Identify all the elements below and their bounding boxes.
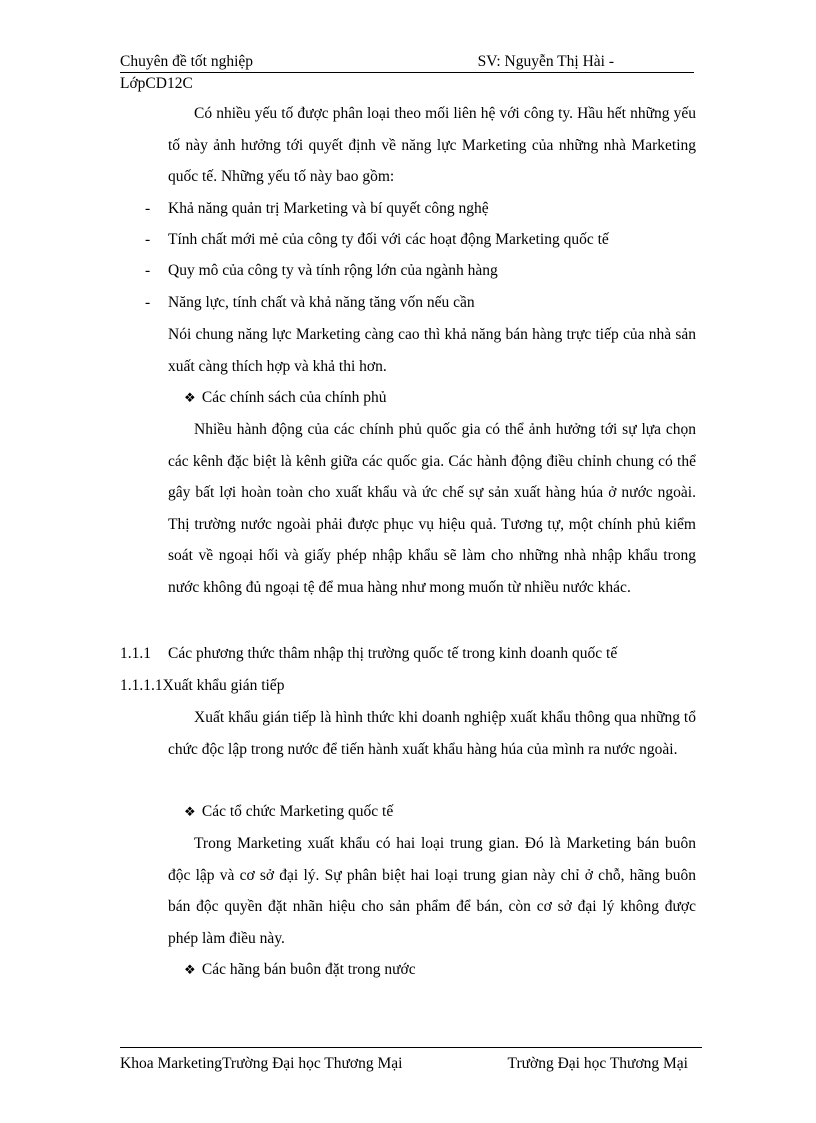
indirect-export-text: Xuất khẩu gián tiếp là hình thức khi doanh nghiệp xuất khẩu thông qua những tổ chức độc lập trong nước để tiến hành xuất khẩu hàng húa của mình ra nước ngoài. bbox=[168, 709, 696, 758]
subheading-text: Các chính sách của chính phủ bbox=[201, 389, 387, 406]
intro-paragraph bbox=[168, 98, 696, 193]
header-class: LớpCD12C bbox=[120, 75, 193, 92]
bullet-dash: - bbox=[145, 231, 151, 248]
diamond-bullet-icon: ❖ bbox=[184, 962, 196, 977]
footer-rule bbox=[120, 1047, 702, 1048]
bullet-item bbox=[0, 229, 816, 251]
subheading-organizations bbox=[184, 801, 393, 823]
subheading-wholesalers bbox=[184, 959, 416, 981]
section-heading-1-1-1 bbox=[120, 643, 700, 665]
intro-text: Có nhiều yếu tố được phân loại theo mối liên hệ với công ty. Hầu hết những yếu tố này ảnh hưởng tới quyết định về năng lực Marketing của những nhà Marketing quốc tế. Những yếu tố này bao gồm: bbox=[168, 105, 696, 185]
footer-left: Khoa MarketingTrường Đại học Thương Mại bbox=[120, 1055, 403, 1072]
page-header bbox=[120, 52, 694, 95]
header-student: SV: Nguyễn Thị Hài - bbox=[477, 53, 614, 70]
bullet-item bbox=[0, 292, 816, 314]
bullet-text: Năng lực, tính chất và khả năng tăng vốn nếu cần bbox=[168, 294, 475, 311]
bullet-item bbox=[0, 198, 816, 220]
government-paragraph bbox=[168, 414, 696, 603]
bullet-text: Tính chất mới mẻ của công ty đối với các hoạt động Marketing quốc tế bbox=[168, 231, 609, 248]
subheading-government bbox=[184, 387, 387, 409]
subheading-text: Các tổ chức Marketing quốc tế bbox=[201, 803, 394, 820]
intermediaries-text: Trong Marketing xuất khẩu có hai loại trung gian. Đó là Marketing bán buôn độc lập và cơ sở đại lý. Sự phân biệt hai loại trung gian này chỉ ở chỗ, hãng buôn bán độc quyền đặt nhãn hiệu cho sản phẩm để bán, còn cơ sở đại lý không được phép làm điều này. bbox=[168, 835, 696, 947]
indirect-export-paragraph bbox=[168, 702, 696, 765]
bullet-text: Khả năng quản trị Marketing và bí quyết công nghệ bbox=[168, 200, 489, 217]
bullet-item bbox=[0, 260, 816, 282]
section-title: Các phương thức thâm nhập thị trường quốc tế trong kinh doanh quốc tế bbox=[168, 645, 618, 662]
diamond-bullet-icon: ❖ bbox=[184, 804, 196, 819]
diamond-bullet-icon: ❖ bbox=[184, 390, 196, 405]
subheading-text: Các hãng bán buôn đặt trong nước bbox=[201, 961, 416, 978]
header-title: Chuyên đề tốt nghiệp bbox=[120, 53, 254, 70]
bullet-dash: - bbox=[145, 200, 151, 217]
summary-paragraph: Nói chung năng lực Marketing càng cao thì khả năng bán hàng trực tiếp của nhà sản xuất càng thích hợp và khả thi hơn. bbox=[168, 326, 696, 375]
intermediaries-paragraph bbox=[168, 828, 696, 954]
bullet-dash: - bbox=[145, 294, 151, 311]
page-footer bbox=[120, 1047, 702, 1076]
bullet-text: Quy mô của công ty và tính rộng lớn của ngành hàng bbox=[168, 262, 498, 279]
footer-right: Trường Đại học Thương Mại bbox=[507, 1055, 688, 1072]
section-heading-1-1-1-1: 1.1.1.1Xuất khẩu gián tiếp bbox=[120, 677, 285, 694]
government-text: Nhiều hành động của các chính phủ quốc gia có thể ảnh hưởng tới sự lựa chọn các kênh đặc biệt là kênh giữa các quốc gia. Các hành động điều chỉnh chung có thể gây bất lợi hoàn toàn cho xuất khẩu và ức chế sự sản xuất hàng húa ở nước ngoài. Thị trường nước ngoài phải được phục vụ hiệu quả. Tương tự, một chính phủ kiểm soát về ngoại hối và giấy phép nhập khẩu sẽ làm cho những nhà nhập khẩu trong nước không đủ ngoại tệ để mua hàng như mong muốn từ nhiều nước khác. bbox=[168, 421, 696, 596]
bullet-dash: - bbox=[145, 262, 151, 279]
section-number: 1.1.1 bbox=[120, 645, 151, 662]
